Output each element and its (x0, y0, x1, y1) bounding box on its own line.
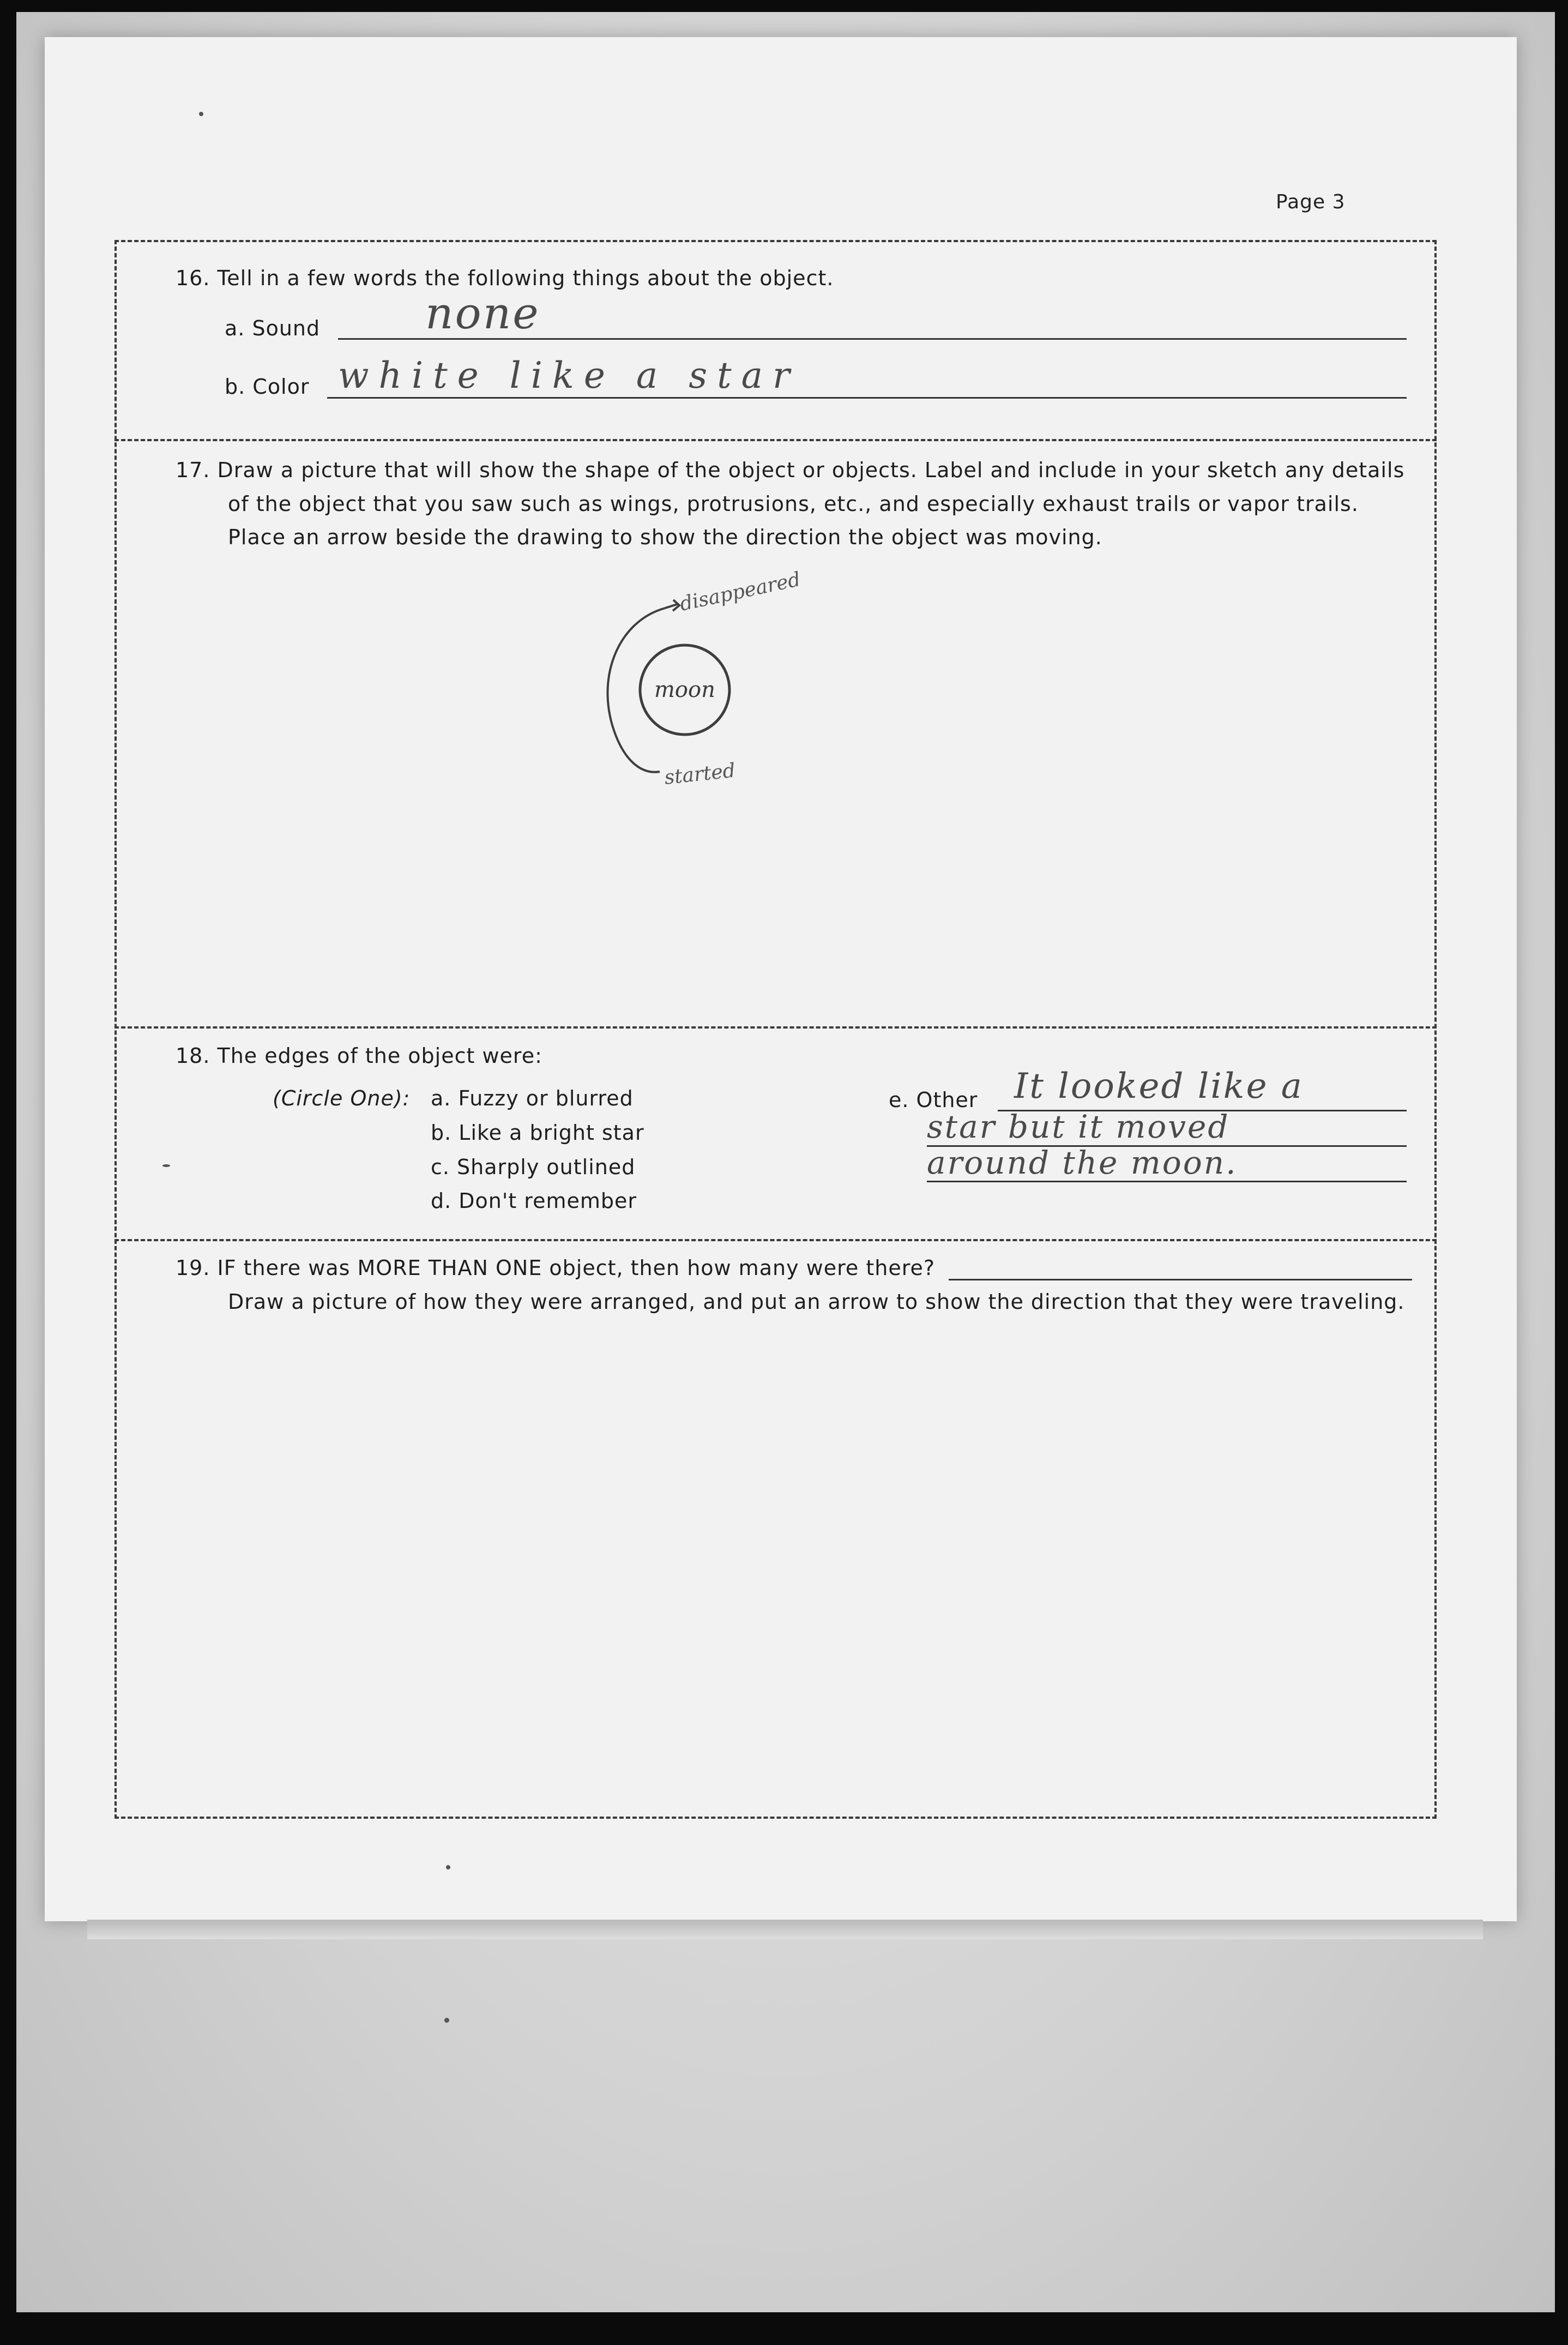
q19-prompt-line2: Draw a picture of how they were arranged, and put an arrow to show the direction that they were traveling. (228, 1290, 1405, 1314)
q18-other-answer-2: star but it moved (927, 1108, 1230, 1145)
scan-speck (199, 112, 203, 116)
q18-option-a: a. Fuzzy or blurred (431, 1086, 634, 1110)
object-sketch (583, 556, 889, 807)
q16-color-line (327, 397, 1407, 399)
arrow-head-icon (665, 600, 679, 611)
section-divider-17 (114, 439, 1437, 441)
q18-other-answer-1: It looked like a (1014, 1066, 1304, 1107)
sketch-label-started: started (663, 759, 737, 789)
film-edge-left (0, 0, 16, 2345)
film-edge-top (0, 0, 1568, 12)
q18-other-label: e. Other (889, 1088, 978, 1112)
q18-option-b: b. Like a bright star (431, 1121, 644, 1145)
q16-sound-answer: none (425, 288, 540, 339)
q18-option-d: d. Don't remember (431, 1189, 637, 1213)
q17-prompt-line2: of the object that you saw such as wings, protrusions, etc., and especially exhaust trails or vapor trails. (228, 492, 1359, 516)
q18-prompt: 18. The edges of the object were: (176, 1044, 542, 1068)
sketch-label-disappeared: disappeared (678, 568, 803, 616)
q16-prompt: 16. Tell in a few words the following things about the object. (176, 266, 834, 290)
q17-prompt-line3: Place an arrow beside the drawing to show the direction the object was moving. (228, 525, 1102, 549)
film-edge-right (1555, 0, 1568, 2345)
scan-speck (446, 1865, 450, 1869)
film-edge-bottom (0, 2312, 1568, 2345)
q16-sound-label: a. Sound (225, 316, 321, 340)
q17-prompt-line1: 17. Draw a picture that will show the shape of the object or objects. Label and include in your sketch any details (176, 458, 1405, 482)
scan-speck (444, 2018, 449, 2023)
section-divider-19 (114, 1239, 1437, 1241)
q18-instruction: (Circle One): (273, 1086, 411, 1110)
q18-other-answer-3: around the moon. (927, 1144, 1238, 1181)
q18-option-c: c. Sharply outlined (431, 1155, 636, 1179)
q16-color-answer: white like a star (338, 354, 800, 396)
q19-count-line (949, 1279, 1412, 1280)
q19-prompt-line1: 19. IF there was MORE THAN ONE object, then how many were there? (176, 1256, 936, 1280)
q16-color-label: b. Color (225, 375, 310, 399)
sketch-label-moon: moon (654, 677, 715, 702)
page-shadow (87, 1920, 1483, 1939)
section-divider-18 (114, 1026, 1437, 1029)
scan-speck (162, 1164, 170, 1167)
page-number: Page 3 (1276, 191, 1346, 213)
